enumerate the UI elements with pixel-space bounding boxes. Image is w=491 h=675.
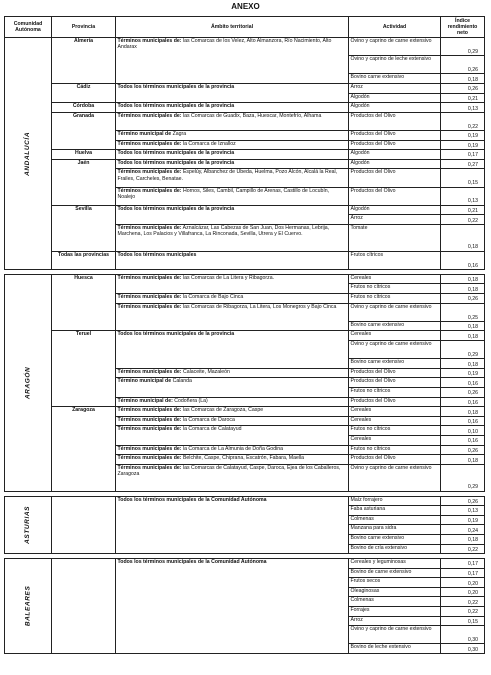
indice-value: 0,22 (467, 546, 478, 553)
indice-value: 0,25 (441, 304, 484, 322)
actividad-cell (349, 224, 441, 251)
indice-value: 0,30 (467, 646, 478, 653)
indice-cell (441, 426, 485, 445)
actividad-cell (349, 397, 441, 407)
indice-value: 0,17 (441, 569, 484, 579)
actividad-cell (349, 112, 441, 130)
table-row (5, 559, 485, 654)
indice-value: 0,21 (441, 206, 484, 216)
header-comunidad: Comunidad Autónoma (5, 17, 52, 38)
actividad-line: Bovino de carne extensivo (349, 569, 440, 579)
indice-cell (441, 274, 485, 293)
actividad-cell (349, 294, 441, 304)
ambito-cell (116, 38, 349, 84)
actividad-cell (349, 455, 441, 465)
indice-value: 0,15 (441, 617, 484, 627)
indice-value: 0,26 (441, 84, 484, 94)
indice-value: 0,16 (467, 262, 478, 269)
header-row (5, 17, 485, 38)
table-row (5, 112, 485, 130)
actividad-cell (349, 169, 441, 187)
annex-table (4, 16, 485, 654)
indice-value: 0,13 (467, 105, 478, 112)
ambito-bold: Términos municipales de: (117, 140, 182, 147)
ambito-cell (116, 397, 349, 407)
indice-value: 0,30 (441, 626, 484, 644)
provincia-cell: Zaragoza (52, 407, 116, 491)
ambito-cell (116, 83, 349, 102)
ambito-text: las Comarcas de Calatayud, Caspe, Daroca, Ejea de los Caballeros, Zaragoza (117, 464, 341, 477)
indice-value: 0,26 (467, 296, 478, 303)
indice-value: 0,29 (441, 38, 484, 56)
actividad-line: Algodón (350, 103, 370, 110)
comunidad-cell (5, 274, 52, 491)
actividad-line: Ovino y caprino de carne extensivo (349, 304, 440, 322)
actividad-cell (349, 445, 441, 455)
ambito-text: las Comarcas de La Litera y Ribagorza. (181, 274, 275, 281)
actividad-cell (349, 368, 441, 378)
indice-value: 0,22 (441, 597, 484, 607)
actividad-cell (349, 38, 441, 84)
ambito-text: Calaceite, Mazaleón (181, 368, 230, 375)
actividad-line: Frutos no cítricos (349, 426, 440, 436)
ambito-bold: Términos municipales de: (117, 368, 182, 375)
ambito-bold: Todos los términos municipales de la provincia (117, 205, 235, 212)
indice-cell (441, 445, 485, 455)
provincia-cell (52, 496, 116, 554)
indice-value: 0,29 (467, 484, 478, 491)
ambito-bold: Término municipal de (117, 130, 172, 137)
indice-cell (441, 38, 485, 84)
actividad-cell (349, 159, 441, 169)
table-body (5, 38, 485, 654)
ambito-bold: Términos municipales de: (117, 187, 182, 194)
provincia-cell: Jaén (52, 159, 116, 205)
provincia-cell: Teruel (52, 331, 116, 407)
indice-cell (441, 140, 485, 150)
indice-value: 0,18 (467, 324, 478, 331)
ambito-bold: Todos los términos municipales de la provincia (117, 159, 235, 166)
actividad-line: Frutos cítricos (350, 251, 384, 258)
ambito-bold: Todos los términos municipales de la Comunidad Autónoma (117, 496, 267, 503)
ambito-cell (116, 112, 349, 130)
actividad-line: Algodón (350, 93, 370, 100)
indice-value: 0,18 (467, 76, 478, 83)
ambito-text: la Comarca de Iznalloz (181, 140, 236, 147)
indice-value: 0,19 (441, 516, 484, 526)
indice-value: 0,26 (441, 497, 484, 507)
actividad-cell (349, 150, 441, 160)
ambito-text: Belchite, Caspe, Chiprana, Escatrón, Fabara, Maella (181, 455, 305, 462)
actividad-line: Colmenas (349, 597, 440, 607)
ambito-bold: Todos los términos municipales (117, 251, 197, 258)
provincia-cell: Almería (52, 38, 116, 84)
indice-value: 0,20 (441, 578, 484, 588)
actividad-cell (349, 303, 441, 331)
ambito-cell (116, 205, 349, 224)
comunidad-cell (5, 496, 52, 554)
actividad-line: Bovino de cría extensivo (350, 544, 408, 551)
table-row (5, 205, 485, 224)
indice-value: 0,18 (441, 535, 484, 545)
actividad-line: Ovino y caprino de leche extensivo (349, 56, 440, 74)
ambito-bold: Términos municipales de: (117, 464, 182, 471)
ambito-cell (116, 140, 349, 150)
actividad-line: Bovino carne extensivo (350, 74, 405, 81)
ambito-cell (116, 169, 349, 187)
ambito-cell (116, 378, 349, 397)
actividad-line: Cereales y leguminosas (349, 559, 440, 569)
ambito-cell (116, 274, 349, 293)
ambito-text: las Comarcas de Zaragoza, Caspe (181, 407, 264, 414)
ambito-text: Zagra (171, 130, 187, 137)
ambito-bold: Términos municipales de: (117, 303, 182, 310)
table-row (5, 103, 485, 113)
indice-cell (441, 331, 485, 368)
actividad-line: Productos del Olivo (349, 378, 440, 388)
indice-cell (441, 83, 485, 102)
indice-value: 0,22 (441, 607, 484, 617)
indice-cell (441, 378, 485, 397)
ambito-text: Codoñera (La) (172, 397, 208, 404)
header-indice: Índice rendimiento neto (441, 17, 485, 38)
actividad-cell (349, 426, 441, 445)
provincia-cell: Sevilla (52, 205, 116, 251)
ambito-text: Hornos, Siles, Cambil, Campillo de Arenas, Castillo de Locubín, Noalejo (117, 187, 330, 200)
indice-value: 0,27 (467, 162, 478, 169)
actividad-line: Arroz (349, 617, 440, 627)
indice-value: 0,19 (467, 371, 478, 378)
actividad-line: Ovino y caprino de carne extensivo (349, 38, 440, 56)
ambito-bold: Términos municipales de: (117, 274, 182, 281)
ambito-text: Calanda (171, 378, 192, 385)
indice-cell (441, 397, 485, 407)
provincia-cell: Todas las provincias (52, 251, 116, 269)
actividad-line: Ovino y caprino de carne extensivo (349, 341, 440, 359)
ambito-cell (116, 407, 349, 417)
indice-cell (441, 496, 485, 554)
actividad-line: Frutos no cítricos (350, 294, 391, 301)
indice-value: 0,17 (467, 152, 478, 159)
ambito-text: la Comarca de Daroca (181, 416, 235, 423)
indice-cell (441, 464, 485, 491)
indice-cell (441, 559, 485, 654)
ambito-bold: Todos los términos municipales de la provincia (117, 331, 235, 338)
ambito-cell (116, 159, 349, 169)
ambito-text: la Comarca de Calatayud (181, 426, 242, 433)
table-row (5, 159, 485, 169)
ambito-bold: Términos municipales de: (117, 445, 182, 452)
provincia-cell (52, 559, 116, 654)
ambito-text: la Comarca de Bajo Cinca (181, 294, 244, 301)
ambito-text: las Comarcas de Ribagorza, La Litera, Los Monegros y Bajo Cinca (181, 303, 337, 310)
indice-value: 0,18 (467, 244, 478, 251)
indice-value: 0,19 (467, 133, 478, 140)
indice-cell (441, 187, 485, 205)
ambito-bold: Términos municipales de: (117, 407, 182, 414)
actividad-line: Frutos no cítricos (350, 445, 391, 452)
indice-value: 0,26 (467, 390, 478, 397)
provincia-cell: Cádiz (52, 83, 116, 102)
ambito-cell (116, 559, 349, 654)
indice-cell (441, 169, 485, 187)
ambito-bold: Términos municipales de: (117, 416, 182, 423)
header-ambito: Ámbito territorial (116, 17, 349, 38)
ambito-text: Aznalcázar, Las Cabezas de San Juan, Dos Hermanas, Lebrija, Marchena, Los Palacios y Villafranca, La Rinconada, Sevilla, Utrera y El Cuervo. (117, 224, 330, 238)
actividad-line: Colmenas (349, 516, 440, 526)
actividad-line: Bovino de leche extensivo (350, 644, 411, 651)
ambito-bold: Términos municipales de: (117, 112, 182, 119)
actividad-line: Forrajes (349, 607, 440, 617)
table-row (5, 274, 485, 293)
comunidad-name: BALEARES (24, 585, 32, 627)
actividad-line: Productos del Olivo (350, 112, 396, 119)
actividad-cell (349, 130, 441, 140)
indice-value: 0,26 (441, 56, 484, 74)
actividad-cell (349, 416, 441, 426)
indice-value: 0,13 (441, 506, 484, 516)
actividad-cell (349, 251, 441, 269)
indice-value: 0,18 (467, 457, 478, 464)
comunidad-cell (5, 38, 52, 270)
comunidad-name: ARAGÓN (24, 366, 32, 399)
actividad-line: Cereales (350, 416, 372, 423)
ambito-cell (116, 251, 349, 269)
actividad-line: Productos del Olivo (350, 140, 396, 147)
actividad-line: Productos del Olivo (350, 130, 396, 137)
actividad-line: Ovino y caprino de carne extensivo (349, 626, 440, 644)
ambito-cell (116, 130, 349, 140)
ambito-bold: Todos los términos municipales de la Comunidad Autónoma (117, 559, 267, 566)
actividad-line: Tomate (350, 224, 368, 231)
actividad-line: Productos del Olivo (350, 455, 396, 462)
header-actividad: Actividad (349, 17, 441, 38)
indice-value: 0,13 (467, 198, 478, 205)
actividad-line: Bovino carne extensivo (350, 359, 405, 366)
indice-value: 0,10 (441, 426, 484, 436)
actividad-cell (349, 496, 441, 554)
actividad-line: Cereales (350, 435, 372, 442)
actividad-cell (349, 407, 441, 417)
table-row (5, 496, 485, 554)
ambito-bold: Términos municipales de: (117, 224, 182, 231)
indice-cell (441, 205, 485, 224)
indice-value: 0,18 (441, 331, 484, 341)
ambito-bold: Términos municipales de: (117, 169, 182, 176)
indice-value: 0,16 (467, 438, 478, 445)
actividad-cell (349, 103, 441, 113)
ambito-bold: Todos los términos municipales de la provincia (117, 103, 235, 110)
table-row (5, 251, 485, 269)
ambito-cell (116, 368, 349, 378)
actividad-line: Arroz (350, 215, 363, 222)
indice-value: 0,15 (467, 180, 478, 187)
actividad-line: Bovino carne extensivo (350, 321, 405, 328)
indice-cell (441, 455, 485, 465)
actividad-cell (349, 187, 441, 205)
ambito-cell (116, 103, 349, 113)
header-provincia: Provincia (52, 17, 116, 38)
ambito-text: las Comarcas de los Velez, Alto Almanzora, Río Nacimiento, Alto Andarax (117, 38, 332, 51)
indice-cell (441, 407, 485, 417)
ambito-bold: Términos municipales de: (117, 455, 182, 462)
actividad-cell (349, 140, 441, 150)
indice-value: 0,26 (467, 447, 478, 454)
actividad-line: Algodón (350, 150, 370, 157)
indice-cell (441, 416, 485, 426)
indice-cell (441, 303, 485, 331)
actividad-line: Productos del Olivo (350, 397, 396, 404)
actividad-line: Frutos secos (349, 578, 440, 588)
table-row (5, 83, 485, 102)
ambito-cell (116, 455, 349, 465)
indice-value: 0,18 (441, 275, 484, 285)
indice-value: 0,22 (467, 123, 478, 130)
actividad-cell (349, 83, 441, 102)
provincia-cell: Huelva (52, 150, 116, 160)
indice-value: 0,21 (467, 95, 478, 102)
ambito-bold: Términos municipales de: (117, 38, 182, 44)
actividad-line: Productos del Olivo (350, 187, 396, 194)
ambito-cell (116, 294, 349, 304)
actividad-cell (349, 205, 441, 224)
indice-cell (441, 159, 485, 169)
ambito-text: la Comarca de La Almunia de Doña Godina (181, 445, 284, 452)
ambito-cell (116, 150, 349, 160)
ambito-cell (116, 426, 349, 445)
actividad-line: Oleaginosas (349, 588, 440, 598)
ambito-cell (116, 224, 349, 251)
indice-cell (441, 130, 485, 140)
actividad-cell (349, 378, 441, 397)
indice-value: 0,20 (441, 588, 484, 598)
actividad-cell (349, 464, 441, 491)
indice-value: 0,18 (467, 286, 478, 293)
actividad-cell (349, 274, 441, 293)
provincia-cell: Granada (52, 112, 116, 149)
ambito-cell (116, 187, 349, 205)
ambito-cell (116, 445, 349, 455)
provincia-cell: Córdoba (52, 103, 116, 113)
actividad-line: Maíz forrajero (349, 497, 440, 507)
indice-value: 0,19 (467, 142, 478, 149)
indice-cell (441, 224, 485, 251)
ambito-cell (116, 464, 349, 491)
indice-value: 0,22 (467, 217, 478, 224)
ambito-text: las Comarcas de Guadix, Baza, Huescar, Montefrío, Alhama (181, 112, 322, 119)
indice-value: 0,17 (441, 559, 484, 569)
ambito-cell (116, 331, 349, 368)
comunidad-cell (5, 559, 52, 654)
actividad-line: Frutos no cítricos (350, 284, 391, 291)
actividad-line: Arroz (349, 84, 440, 94)
comunidad-name: ASTURIAS (24, 505, 32, 544)
document-title: ANEXO (231, 2, 260, 11)
actividad-line: Cereales (350, 407, 372, 414)
ambito-bold: Términos municipales de: (117, 294, 182, 301)
table-row (5, 38, 485, 84)
indice-value: 0,24 (441, 525, 484, 535)
indice-value: 0,18 (467, 409, 478, 416)
actividad-line: Faba asturiana (349, 506, 440, 516)
actividad-line: Productos del Olivo (350, 169, 396, 176)
ambito-bold: Término municipal de (117, 378, 172, 385)
actividad-line: Frutos no cítricos (350, 387, 391, 394)
indice-value: 0,16 (467, 419, 478, 426)
ambito-bold: Término municipal de: (117, 397, 173, 404)
indice-value: 0,16 (467, 399, 478, 406)
ambito-bold: Todos los términos municipales de la provincia (117, 83, 235, 90)
actividad-line: Algodón (350, 159, 370, 166)
indice-value: 0,18 (467, 361, 478, 368)
indice-cell (441, 251, 485, 269)
table-row (5, 331, 485, 368)
ambito-cell (116, 303, 349, 331)
ambito-bold: Todos los términos municipales de la provincia (117, 150, 235, 157)
indice-cell (441, 150, 485, 160)
actividad-line: Cereales (349, 275, 440, 285)
comunidad-name: ANDALUCÍA (24, 131, 32, 176)
actividad-line: Algodón (349, 206, 440, 216)
indice-value: 0,16 (441, 378, 484, 388)
actividad-line: Ovino y caprino de carne extensivo (350, 464, 432, 471)
provincia-cell: Huesca (52, 274, 116, 331)
ambito-cell (116, 416, 349, 426)
actividad-line: Cereales (349, 331, 440, 341)
indice-cell (441, 103, 485, 113)
ambito-bold: Términos municipales de: (117, 426, 182, 433)
ambito-text: Espelúy, Albanchez de Ubeda, Huelma, Pozo Alcón, Alcalá la Real, Frailes, Carcheles, Benatae. (117, 169, 338, 182)
indice-value: 0,29 (441, 341, 484, 359)
indice-cell (441, 112, 485, 130)
actividad-line: Productos del Olivo (350, 368, 396, 375)
table-row (5, 407, 485, 417)
indice-cell (441, 294, 485, 304)
table-row (5, 150, 485, 160)
actividad-line: Manzana para sidra (349, 525, 440, 535)
indice-cell (441, 368, 485, 378)
ambito-cell (116, 496, 349, 554)
actividad-line: Bovino carne extensivo (349, 535, 440, 545)
actividad-cell (349, 559, 441, 654)
actividad-cell (349, 331, 441, 368)
